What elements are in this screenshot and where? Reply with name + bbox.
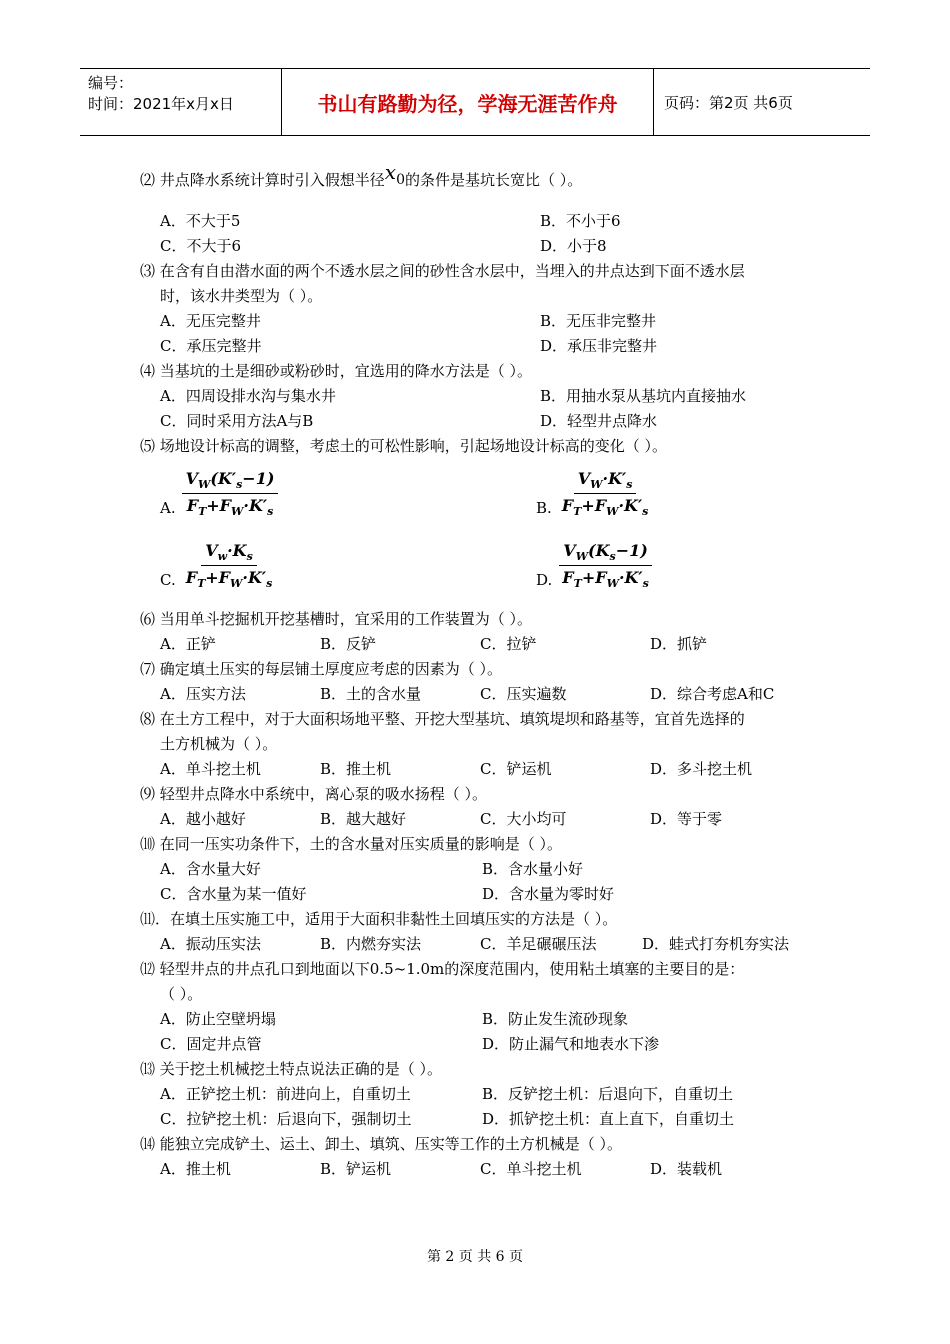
option-b: B．不小于6: [540, 212, 621, 230]
option-c: C．拉铲: [480, 635, 537, 653]
option-d: D．轻型井点降水: [540, 412, 658, 430]
option-d: D．综合考虑A和C: [650, 685, 775, 703]
option-b: B．反铲: [320, 635, 377, 653]
option-b: B．无压非完整井: [540, 312, 657, 330]
option-b: B．内燃夯实法: [320, 935, 422, 953]
question-2: ⑵ 井点降水系统计算时引入假想半径$x_0$的条件是基坑长宽比（ ）。: [140, 160, 583, 189]
option-d: D．承压非完整井: [540, 337, 658, 355]
question-14: ⒁ 能独立完成铲土、运土、卸土、填筑、压实等工作的土方机械是（ ）。: [140, 1135, 623, 1153]
option-d: D．多斗挖土机: [650, 760, 753, 778]
fraction: $\frac{V_W(K'_s-1)}{F_T+F_W\cdot K'_s}$: [182, 469, 279, 518]
question-11: ⑾．在填土压实施工中，适用于大面积非黏性土回填压实的方法是（ ）。: [140, 910, 618, 928]
option-d: D．装载机: [650, 1160, 723, 1178]
option-a: A．无压完整井: [160, 312, 261, 330]
option-a: A．越小越好: [160, 810, 246, 828]
options-row: [140, 309, 820, 334]
option-c: C．固定井点管: [160, 1035, 262, 1053]
question-4: ⑷ 当基坑的土是细砂或粉砂时，宜选用的降水方法是（ ）。: [140, 362, 533, 380]
options-row: [140, 1007, 820, 1032]
question-10: ⑽ 在同一压实功条件下，土的含水量对压实质量的影响是（ ）。: [140, 835, 563, 853]
option-d: D．抓铲挖土机：直上直下，自重切土: [482, 1110, 735, 1128]
option-c: C．拉铲挖土机：后退向下，强制切土: [160, 1110, 412, 1128]
question-list: [140, 160, 820, 1182]
header-meta: [80, 69, 282, 135]
option-a: A．单斗挖土机: [160, 760, 261, 778]
options-row: [140, 1082, 820, 1107]
option-b: B．铲运机: [320, 1160, 392, 1178]
question-12: ⑿ 轻型井点的井点孔口到地面以下0.5~1.0m的深度范围内，使用粘土填塞的主要目的是：: [140, 960, 745, 978]
question-5: ⑸ 场地设计标高的调整，考虑土的可松性影响，引起场地设计标高的变化（ ）。: [140, 437, 668, 455]
formula-options: [140, 461, 820, 601]
question-8: ⑻ 在土方工程中，对于大面积场地平整、开挖大型基坑、填筑堤坝和路基等，宜首先选择的: [140, 710, 745, 728]
question-9: ⑼ 轻型井点降水中系统中，离心泵的吸水扬程（ ）。: [140, 785, 488, 803]
options-row: [140, 1032, 820, 1057]
fraction: $\frac{V_W(K_s-1)}{F_T+F_W\cdot K'_s}$: [558, 541, 653, 590]
fraction: $\frac{V_W\cdot K'_s}{F_T+F_W\cdot K'_s}$: [561, 469, 649, 519]
options-row: [140, 234, 820, 259]
options-row: [140, 409, 820, 434]
time-label: 时间：2021年x月x日: [88, 95, 234, 113]
header-page-label: 页码：第2页 共6页: [664, 93, 793, 112]
formula-option-a: A. $\frac{V_W(K'_s-1)}{F_T+F_W\cdot K'_s}$: [160, 469, 278, 518]
option-a: A．含水量大好: [160, 860, 261, 878]
option-c: C．大小均可: [480, 810, 567, 828]
option-c: C．不大于6: [160, 237, 242, 255]
question-6: ⑹ 当用单斗挖掘机开挖基槽时，宜采用的工作装置为（ ）。: [140, 610, 533, 628]
option-c: C．羊足碾碾压法: [480, 935, 597, 953]
option-c: C．铲运机: [480, 760, 552, 778]
fraction: $\frac{V_w\cdot K_s}{F_T+F_W\cdot K'_s}$: [185, 541, 273, 591]
question-13: ⒀ 关于挖土机械挖土特点说法正确的是（ ）。: [140, 1060, 443, 1078]
options-row: [140, 334, 820, 359]
option-a: A．不大于5: [160, 212, 241, 230]
option-b: B．防止发生流砂现象: [482, 1010, 629, 1028]
option-b: B．含水量小好: [482, 860, 584, 878]
question-7: ⑺ 确定填土压实的每层铺土厚度应考虑的因素为（ ）。: [140, 660, 503, 678]
formula-option-b: B. $\frac{V_W\cdot K'_s}{F_T+F_W\cdot K'_s}$: [536, 469, 652, 518]
options-row: [140, 1107, 820, 1132]
options-row: [140, 807, 820, 832]
question-12-continued: （ ）。: [160, 985, 203, 1003]
question-3-continued: 时，该水井类型为（ ）。: [160, 287, 323, 305]
option-b: B．用抽水泵从基坑内直接抽水: [540, 387, 747, 405]
option-d: D．蛙式打夯机夯实法: [642, 935, 790, 953]
option-b: B．土的含水量: [320, 685, 422, 703]
formula-option-d: D. $\frac{V_W(K_s-1)}{F_T+F_W\cdot K'_s}$: [536, 541, 653, 590]
options-row: [140, 932, 820, 957]
page-header: [80, 68, 870, 136]
header-motto: 书山有路勤为径，学海无涯苦作舟: [282, 69, 654, 135]
option-a: A．振动压实法: [160, 935, 261, 953]
page-footer: 第 2 页 共 6 页: [426, 1249, 524, 1265]
options-row: [140, 757, 820, 782]
option-d: D．抓铲: [650, 635, 708, 653]
option-d: D．含水量为零时好: [482, 885, 615, 903]
option-b: B．推土机: [320, 760, 392, 778]
option-a: A．正铲: [160, 635, 216, 653]
option-c: C．单斗挖土机: [480, 1160, 582, 1178]
options-row: [140, 632, 820, 657]
option-a: A．正铲挖土机：前进向上，自重切土: [160, 1085, 411, 1103]
x0-symbol: $x_0$: [384, 160, 405, 188]
option-a: A．防止空壁坍塌: [160, 1010, 276, 1028]
options-row: [140, 682, 820, 707]
option-c: C．压实遍数: [480, 685, 567, 703]
formula-option-c: C. $\frac{V_w\cdot K_s}{F_T+F_W\cdot K'_s}$: [160, 541, 276, 590]
option-d: D．防止漏气和地表水下渗: [482, 1035, 660, 1053]
option-d: D．等于零: [650, 810, 723, 828]
option-c: C．含水量为某一值好: [160, 885, 307, 903]
options-row: [140, 882, 820, 907]
options-row: [140, 209, 820, 234]
option-a: A．压实方法: [160, 685, 246, 703]
option-d: D．小于8: [540, 237, 607, 255]
question-3: ⑶ 在含有自由潜水面的两个不透水层之间的砂性含水层中，当埋入的井点达到下面不透水层: [140, 262, 745, 280]
options-row: [140, 384, 820, 409]
options-row: [140, 1157, 820, 1182]
options-row: [140, 857, 820, 882]
option-a: A．四周设排水沟与集水井: [160, 387, 336, 405]
question-8-continued: 土方机械为（ ）。: [160, 735, 278, 753]
option-a: A．推土机: [160, 1160, 231, 1178]
number-label: 编号：: [88, 74, 134, 92]
option-c: C．同时采用方法A与B: [160, 412, 314, 430]
option-b: B．越大越好: [320, 810, 407, 828]
option-c: C．承压完整井: [160, 337, 262, 355]
option-b: B．反铲挖土机：后退向下，自重切土: [482, 1085, 734, 1103]
